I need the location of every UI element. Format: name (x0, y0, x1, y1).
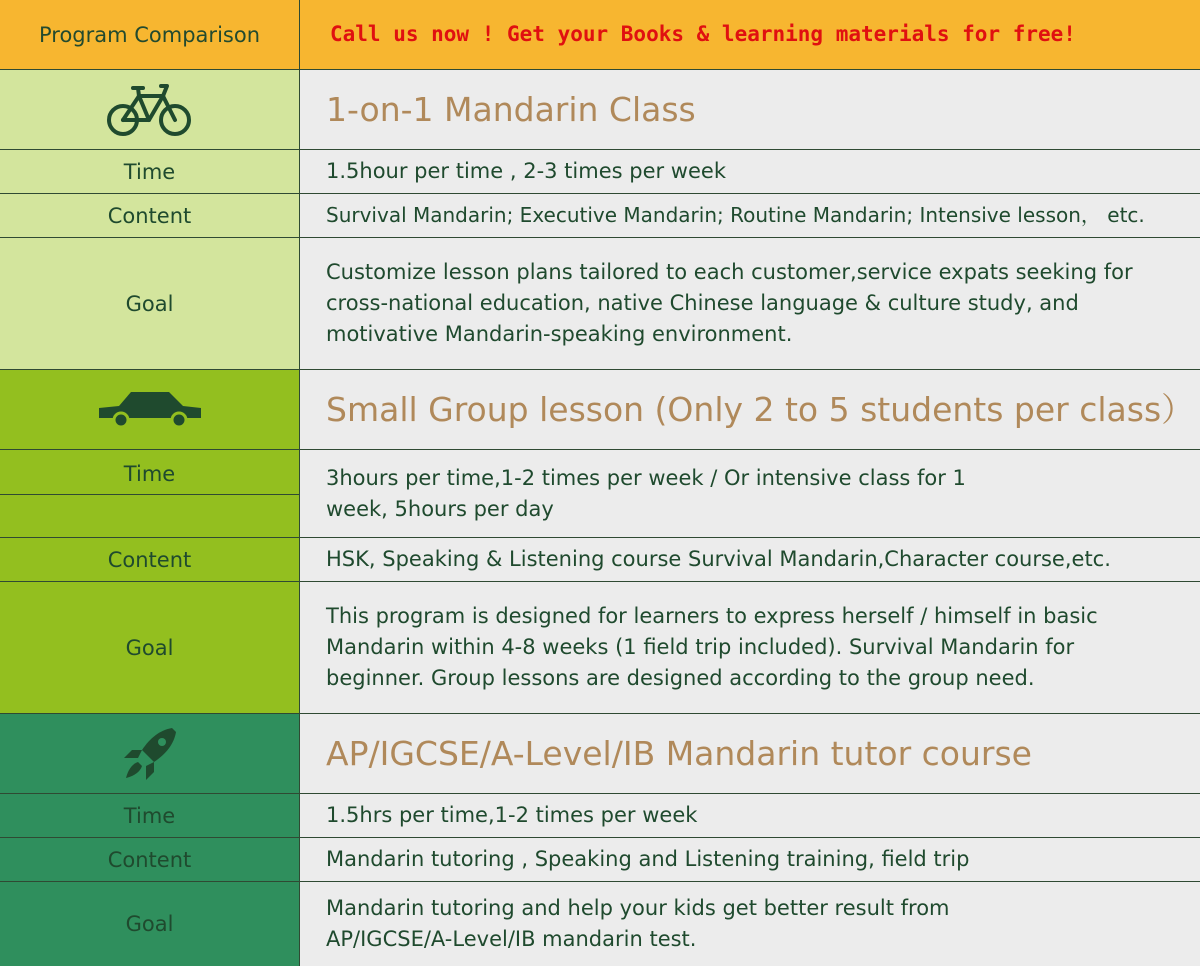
section-1-title-row (0, 70, 1200, 150)
bicycle-icon (105, 82, 195, 138)
section-3-time-row (0, 794, 1200, 838)
section-3-goal-row (0, 882, 1200, 966)
section-1-title: 1-on-1 Mandarin Class (300, 70, 1200, 149)
section-2-time-label: Time (123, 462, 176, 486)
header-row (0, 0, 1200, 70)
section-2-time-cell (0, 450, 300, 537)
section-2-goal-value: This program is designed for learners to express herself / himself in basic Mandarin within 4-8 weeks (1 field trip included). Survival Mandarin for beginner. Group lessons are designed according to the group need. (300, 582, 1200, 713)
section-2-time-row (0, 450, 1200, 538)
section-3-time-value: 1.5hrs per time,1-2 times per week (300, 794, 1200, 837)
car-icon (95, 388, 205, 432)
section-3-goal-value: Mandarin tutoring and help your kids get better result from AP/IGCSE/A-Level/IB mandarin test. (300, 882, 1200, 966)
promo-banner[interactable]: Call us now ! Get your Books & learning materials for free! (300, 0, 1200, 69)
section-2-goal-row (0, 582, 1200, 714)
section-2-content-value: HSK, Speaking & Listening course Survival Mandarin,Character course,etc. (300, 538, 1200, 581)
section-2-time-divider (0, 494, 299, 495)
section-3-content-label: Content (0, 838, 300, 881)
section-2-goal-label: Goal (0, 582, 300, 713)
section-2-title-row (0, 370, 1200, 450)
section-1-time-label: Time (0, 150, 300, 193)
section-3-icon-cell (0, 714, 300, 793)
section-3-time-label: Time (0, 794, 300, 837)
section-2-title: Small Group lesson (Only 2 to 5 students per class） (300, 370, 1200, 449)
section-1-goal-row (0, 238, 1200, 370)
section-2-content-label: Content (0, 538, 300, 581)
program-comparison-label: Program Comparison (0, 0, 300, 69)
section-3-content-value: Mandarin tutoring , Speaking and Listening training, field trip (300, 838, 1200, 881)
section-1-content-value: Survival Mandarin; Executive Mandarin; Routine Mandarin; Intensive lesson， etc. (300, 194, 1200, 237)
section-1-time-row (0, 150, 1200, 194)
section-1-time-value: 1.5hour per time , 2-3 times per week (300, 150, 1200, 193)
section-2-content-row (0, 538, 1200, 582)
section-1-content-label: Content (0, 194, 300, 237)
section-1-icon-cell (0, 70, 300, 149)
section-3-content-row (0, 838, 1200, 882)
section-1-goal-label: Goal (0, 238, 300, 369)
section-2-time-value: 3hours per time,1-2 times per week / Or intensive class for 1 week, 5hours per day (300, 450, 1200, 537)
section-1-content-row (0, 194, 1200, 238)
section-1-goal-value: Customize lesson plans tailored to each customer,service expats seeking for cross-national education, native Chinese language & culture study, and motivative Mandarin-speaking environment. (300, 238, 1200, 369)
section-3-title-row (0, 714, 1200, 794)
section-2-icon-cell (0, 370, 300, 449)
section-3-title: AP/IGCSE/A-Level/IB Mandarin tutor course (300, 714, 1200, 793)
section-3-goal-label: Goal (0, 882, 300, 966)
rocket-icon (120, 724, 180, 784)
